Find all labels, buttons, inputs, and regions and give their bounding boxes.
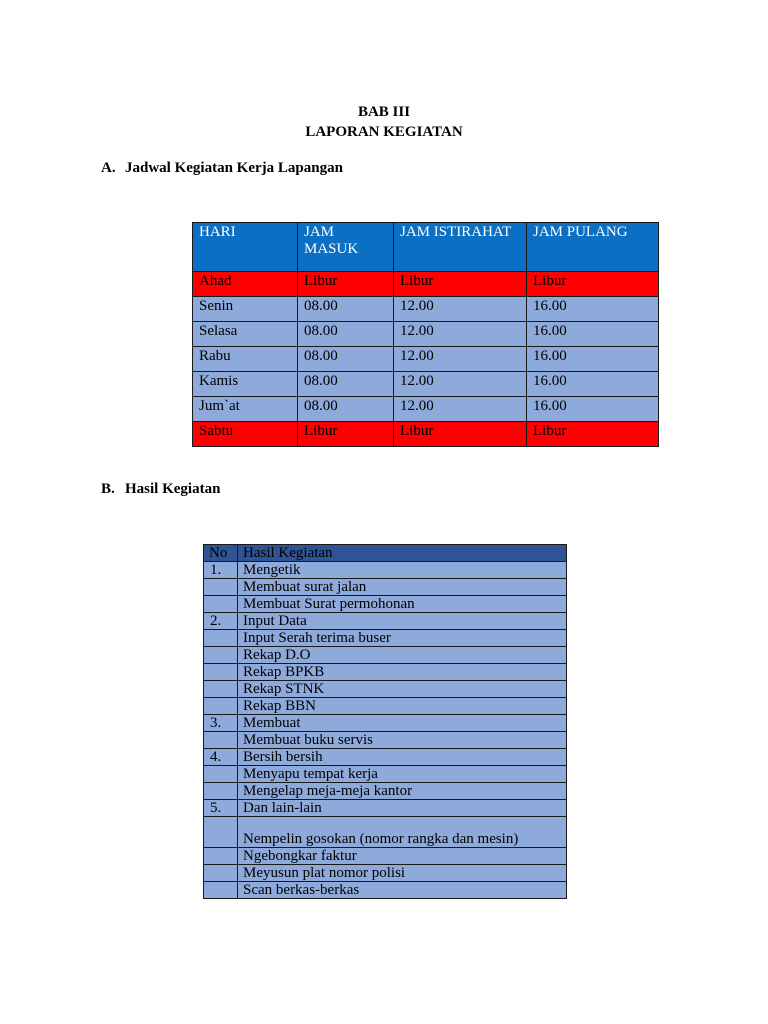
schedule-cell: 16.00: [527, 372, 659, 397]
activity-row: [204, 848, 567, 865]
activity-row: [204, 732, 567, 749]
schedule-cell: Ahad: [193, 272, 298, 297]
activity-text: Ngebongkar faktur: [238, 848, 567, 865]
schedule-cell: Kamis: [193, 372, 298, 397]
activity-row: [204, 865, 567, 882]
activity-number: [204, 664, 238, 681]
schedule-header-cell: JAM MASUK: [298, 223, 394, 272]
activity-text: Membuat: [238, 715, 567, 732]
activity-number: [204, 882, 238, 899]
schedule-cell: 08.00: [298, 297, 394, 322]
schedule-cell: 16.00: [527, 397, 659, 422]
schedule-row-selasa: [193, 322, 659, 347]
schedule-cell: Libur: [527, 272, 659, 297]
schedule-cell: Libur: [527, 422, 659, 447]
activity-row: [204, 698, 567, 715]
schedule-cell: Libur: [298, 272, 394, 297]
schedule-table: [192, 222, 659, 447]
activity-number: [204, 698, 238, 715]
schedule-cell: Libur: [394, 422, 527, 447]
activity-number: 2.: [204, 613, 238, 630]
schedule-row-rabu: [193, 347, 659, 372]
activity-text: Rekap D.O: [238, 647, 567, 664]
schedule-cell: Libur: [298, 422, 394, 447]
activity-text: Membuat Surat permohonan: [238, 596, 567, 613]
section-b-title: Hasil Kegiatan: [125, 481, 221, 497]
schedule-cell: 12.00: [394, 297, 527, 322]
activity-row: [204, 613, 567, 630]
activities-header-row: [204, 545, 567, 562]
activity-text: Rekap STNK: [238, 681, 567, 698]
schedule-cell: 08.00: [298, 397, 394, 422]
activity-text: Meyusun plat nomor polisi: [238, 865, 567, 882]
activity-text: Input Data: [238, 613, 567, 630]
activity-text: Membuat buku servis: [238, 732, 567, 749]
activity-number: [204, 630, 238, 647]
activity-text: Membuat surat jalan: [238, 579, 567, 596]
activities-header-cell: Hasil Kegiatan: [238, 545, 567, 562]
activity-number: [204, 817, 238, 848]
schedule-cell: 08.00: [298, 322, 394, 347]
activity-row: [204, 817, 567, 848]
section-a-heading: [101, 159, 343, 177]
activity-text: Dan lain-lain: [238, 800, 567, 817]
schedule-row-jumat: [193, 397, 659, 422]
schedule-cell: Libur: [394, 272, 527, 297]
section-b-heading: [101, 480, 220, 498]
activity-number: [204, 848, 238, 865]
activity-number: 4.: [204, 749, 238, 766]
activity-text: Rekap BPKB: [238, 664, 567, 681]
activity-text: Nempelin gosokan (nomor rangka dan mesin): [238, 817, 567, 848]
activity-number: [204, 596, 238, 613]
activity-row: [204, 664, 567, 681]
section-a-marker: A.: [101, 160, 116, 176]
schedule-cell: 12.00: [394, 347, 527, 372]
schedule-cell: 08.00: [298, 347, 394, 372]
activity-text: Input Serah terima buser: [238, 630, 567, 647]
schedule-cell: 12.00: [394, 322, 527, 347]
schedule-cell: Senin: [193, 297, 298, 322]
activity-number: [204, 579, 238, 596]
activity-number: [204, 865, 238, 882]
schedule-header-row: [193, 223, 659, 272]
activity-text: Scan berkas-berkas: [238, 882, 567, 899]
activity-text: Rekap BBN: [238, 698, 567, 715]
activity-row: [204, 749, 567, 766]
activity-row: [204, 783, 567, 800]
schedule-cell: 16.00: [527, 297, 659, 322]
schedule-cell: Rabu: [193, 347, 298, 372]
activity-number: 3.: [204, 715, 238, 732]
activity-row: [204, 766, 567, 783]
activity-row: [204, 681, 567, 698]
activities-table: [203, 544, 567, 899]
activity-row: [204, 800, 567, 817]
chapter-title: LAPORAN KEGIATAN: [305, 124, 463, 140]
activity-text: Bersih bersih: [238, 749, 567, 766]
activity-number: [204, 732, 238, 749]
activity-row: [204, 882, 567, 899]
activities-header-cell: No: [204, 545, 238, 562]
activity-row: [204, 562, 567, 579]
section-a-title: Jadwal Kegiatan Kerja Lapangan: [125, 160, 343, 176]
schedule-row-senin: [193, 297, 659, 322]
schedule-header-cell: JAM PULANG: [527, 223, 659, 272]
schedule-header-cell: JAM ISTIRAHAT: [394, 223, 527, 272]
activity-row: [204, 647, 567, 664]
schedule-row-ahad: [193, 272, 659, 297]
schedule-cell: 08.00: [298, 372, 394, 397]
schedule-cell: 12.00: [394, 397, 527, 422]
schedule-cell: Sabtu: [193, 422, 298, 447]
schedule-cell: 12.00: [394, 372, 527, 397]
schedule-header-cell: HARI: [193, 223, 298, 272]
schedule-row-kamis: [193, 372, 659, 397]
activity-number: [204, 783, 238, 800]
schedule-cell: 16.00: [527, 322, 659, 347]
schedule-cell: 16.00: [527, 347, 659, 372]
activity-row: [204, 579, 567, 596]
schedule-cell: Selasa: [193, 322, 298, 347]
activity-number: [204, 681, 238, 698]
activity-number: [204, 647, 238, 664]
schedule-row-sabtu: [193, 422, 659, 447]
activity-number: 5.: [204, 800, 238, 817]
activity-text: Mengelap meja-meja kantor: [238, 783, 567, 800]
activity-number: [204, 766, 238, 783]
activity-text: Menyapu tempat kerja: [238, 766, 567, 783]
schedule-cell: Jum`at: [193, 397, 298, 422]
chapter-number: BAB III: [357, 104, 411, 120]
section-b-marker: B.: [101, 481, 115, 497]
activity-row: [204, 715, 567, 732]
activity-row: [204, 630, 567, 647]
activity-number: 1.: [204, 562, 238, 579]
activity-row: [204, 596, 567, 613]
activity-text: Mengetik: [238, 562, 567, 579]
